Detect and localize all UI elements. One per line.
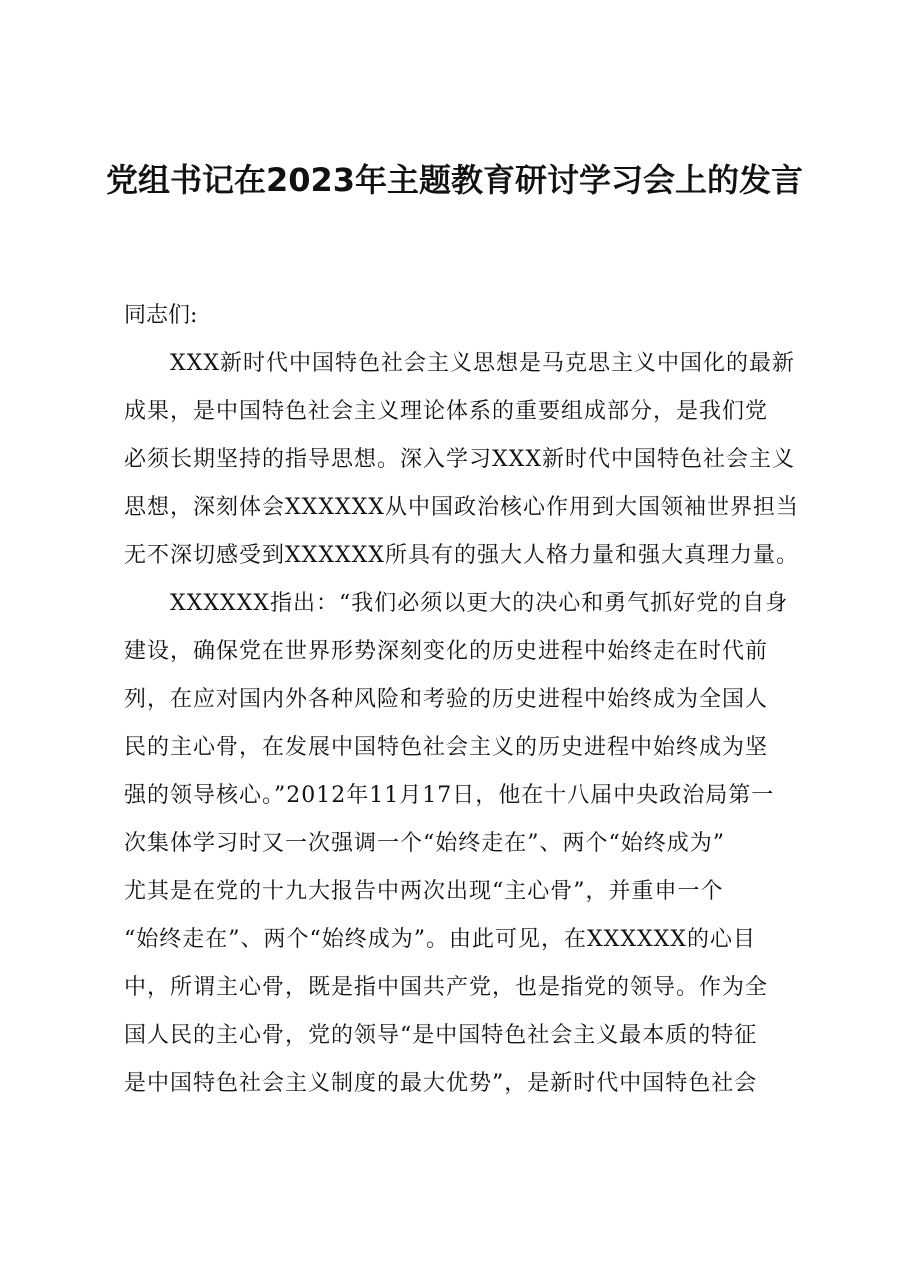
paragraph-2-line-2: 建设，确保党在世界形势深刻变化的历史进程中始终走在时代前 bbox=[124, 639, 769, 664]
paragraph-2-line-3: 列，在应对国内外各种风险和考验的历史进程中始终成为全国人 bbox=[124, 687, 769, 712]
paragraph-2-line-11: 是中国特色社会主义制度的最大优势”，是新时代中国特色社会 bbox=[124, 1071, 758, 1096]
paragraph-2-line-9: 中，所谓主心骨，既是指中国共产党，也是指党的领导。作为全 bbox=[124, 975, 769, 1000]
paragraph-1-line-1: XXX新时代中国特色社会主义思想是马克思主义中国化的最新 bbox=[170, 351, 795, 376]
salutation: 同志们: bbox=[124, 303, 198, 328]
paragraph-1-line-3: 必须长期坚持的指导思想。深入学习XXX新时代中国特色社会主义 bbox=[124, 447, 795, 472]
paragraph-2-line-1: XXXXXX指出：“我们必须以更大的决心和勇气抓好党的自身 bbox=[170, 591, 789, 616]
paragraph-1-line-5: 无不深切感受到XXXXXX所具有的强大人格力量和强大真理力量。 bbox=[124, 543, 799, 568]
document-title: 党组书记在2023年主题教育研讨学习会上的发言 bbox=[105, 161, 804, 199]
paragraph-1-line-2: 成果，是中国特色社会主义理论体系的重要组成部分，是我们党 bbox=[124, 399, 769, 424]
paragraph-2-line-8: “始终走在”、两个“始终成为”。由此可见，在XXXXXX的心目 bbox=[124, 927, 756, 952]
paragraph-2-line-5: 强的领导核心。”2012年11月17日，他在十八届中央政治局第一 bbox=[124, 783, 775, 808]
paragraph-2-line-6: 次集体学习时又一次强调一个“始终走在”、两个“始终成为” bbox=[124, 831, 725, 856]
paragraph-1-line-4: 思想，深刻体会XXXXXX从中国政治核心作用到大国领袖世界担当 bbox=[124, 495, 799, 520]
paragraph-2-line-10: 国人民的主心骨，党的领导“是中国特色社会主义最本质的特征 bbox=[124, 1023, 758, 1048]
paragraph-2-line-4: 民的主心骨，在发展中国特色社会主义的历史进程中始终成为坚 bbox=[124, 735, 769, 760]
paragraph-2-line-7: 尤其是在党的十九大报告中两次出现“主心骨”，并重申一个 bbox=[124, 879, 724, 904]
